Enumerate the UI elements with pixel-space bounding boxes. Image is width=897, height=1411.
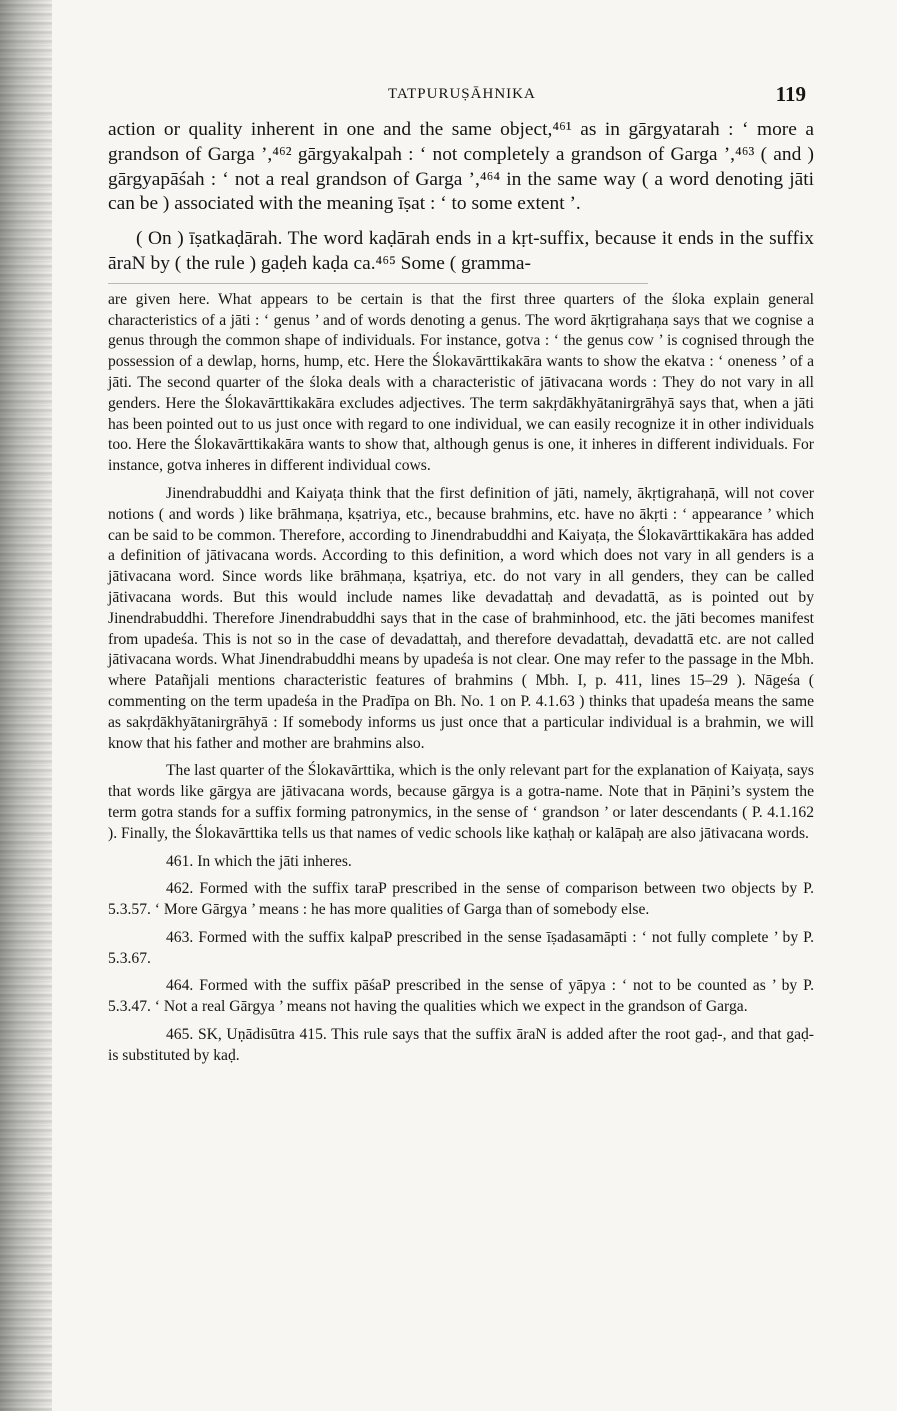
book-page xyxy=(108,80,814,1067)
footnote-465 xyxy=(108,1025,814,1067)
footnote-text: In which the jāti inheres. xyxy=(197,852,352,870)
main-text xyxy=(108,118,814,277)
scanned-page-edge xyxy=(0,0,52,1411)
footnote-461 xyxy=(108,852,814,873)
note-paragraph: Jinendrabuddhi and Kaiyaṭa think that the first definition of jāti, namely, ākṛtigrahaṇā, will not cover notions ( and words ) like brāhmaṇa, kṣatriya, etc., because brahmins, etc. have no ākṛti : ‘ appearance ’ which can be said to be common. Therefore, according to Jinendrabuddhi and Kaiyaṭa, the Ślokavārttikakāra has added a definition of jātivacana words. According to this definition, a word which does not vary in all genders is a jātivacana word. Since words like brāhmaṇa, kṣatriya, etc. do not vary in all genders, they can be called jātivacana words. But this would include names like devadattaḥ and devadattā, as is pointed out by Jinendrabuddhi. Therefore Jinendrabuddhi says that in the case of brahminhood, etc. the jāti becomes manifest from upadeśa. This is not so in the case of devadattaḥ, and therefore devadattaḥ, devadattā etc. are not called jātivacana words. What Jinendrabuddhi means by upadeśa is not clear. One may refer to the passage in the Mbh. where Patañjali mentions characteristic features of brahmins ( Mbh. I, p. 411, lines 15–29 ). Nāgeśa ( commenting on the term upadeśa in the Pradīpa on Bh. No. 1 on P. 4.1.63 ) thinks that upadeśa means the same as sakṛdākhyātanirgrāhyā : If somebody informs us just once that a particular individual is a brahmin, we will know that his father and mother are brahmins also. xyxy=(108,484,814,752)
footnote-text: SK, Uṇādisūtra 415. This rule says that the suffix āraN is added after the root gaḍ-, and that gaḍ- is substituted by kaḍ. xyxy=(108,1026,814,1064)
footnote-text: Formed with the suffix pāśaP prescribed in the sense of yāpya : ‘ not to be counted as ’ by P. 5.3.47. ‘ Not a real Gārgya ’ means not having the qualities which we expect in the grandson of Garga. xyxy=(108,977,814,1016)
footnote-separator xyxy=(108,283,648,284)
running-head: TATPURUṢĀHNIKA xyxy=(388,86,536,102)
footnote-number: 464. xyxy=(166,977,194,995)
footnote-464 xyxy=(108,976,814,1018)
footnote-text: Formed with the suffix kalpaP prescribed in the sense īṣadasamāpti : ‘ not fully complete ’ by P. 5.3.67. xyxy=(108,928,814,967)
footnote-463 xyxy=(108,928,814,970)
footnotes-section xyxy=(108,290,814,1067)
body-paragraph: ( On ) īṣatkaḍārah. The word kaḍārah ends in a kṛt-suffix, because it ends in the suffix āraN by ( the rule ) gaḍeh kaḍa ca.⁴⁶⁵ Some ( gramma- xyxy=(108,228,814,274)
continued-footnote: are given here. What appears to be certain is that the first three quarters of the śloka explain general characteristics of a jāti : ‘ genus ’ and of words denoting a genus. The word ākṛtigrahaṇa says that we cognise a genus through the common shape of individuals. For instance, gotva : ‘ the genus cow ’ is cognised through the possession of a dewlap, horns, hump, etc. Here the Ślokavārttikakāra wants to show the ekatva : ‘ oneness ’ of a jāti. The second quarter of the śloka deals with a characteristic of jātivacana words : They do not vary in all genders. Here the Ślokavārttikakāra excludes adjectives. The term sakṛdākhyātanirgrāhyā says that, when a jāti has been pointed out to us just once with regard to one individual, we can easily recognize it in other individuals too. Here the Ślokavārttikakāra wants to show that, although genus is one, it inheres in different individuals. For instance, gotva inheres in different individual cows. xyxy=(108,290,814,475)
footnote-number: 463. xyxy=(166,928,194,946)
footnote-number: 461. xyxy=(166,852,194,870)
footnote-462 xyxy=(108,879,814,921)
page-header xyxy=(108,80,814,118)
note-paragraph: The last quarter of the Ślokavārttika, which is the only relevant part for the explanation of Kaiyaṭa, says that words like gārgya are jātivacana words, because gārgya is a gotra-name. Note that in Pāṇini’s system the term gotra stands for a suffix forming patronymics, in the sense of ‘ grandson ’ or later descendants ( P. 4.1.162 ). Finally, the Ślokavārttika tells us that names of vedic schools like kaṭhaḥ or kalāpaḥ are also jātivacana words. xyxy=(108,762,814,842)
footnote-text: Formed with the suffix taraP prescribed in the sense of comparison between two objects by P. 5.3.57. ‘ More Gārgya ’ means : he has more qualities of Garga than of somebody else. xyxy=(108,880,814,919)
page-number: 119 xyxy=(775,82,806,106)
footnote-number: 462. xyxy=(166,880,194,898)
footnote-number: 465. xyxy=(166,1026,194,1044)
body-paragraph: action or quality inherent in one and the same object,⁴⁶¹ as in gārgyatarah : ‘ more a grandson of Garga ’,⁴⁶² gārgyakalpah : ‘ not completely a grandson of Garga ’,⁴⁶³ ( and ) gārgyapāśah : ‘ not a real grandson of Garga ’,⁴⁶⁴ in the same way ( a word denoting jāti can be ) associated with the meaning īṣat : ‘ to some extent ’. xyxy=(108,119,814,215)
